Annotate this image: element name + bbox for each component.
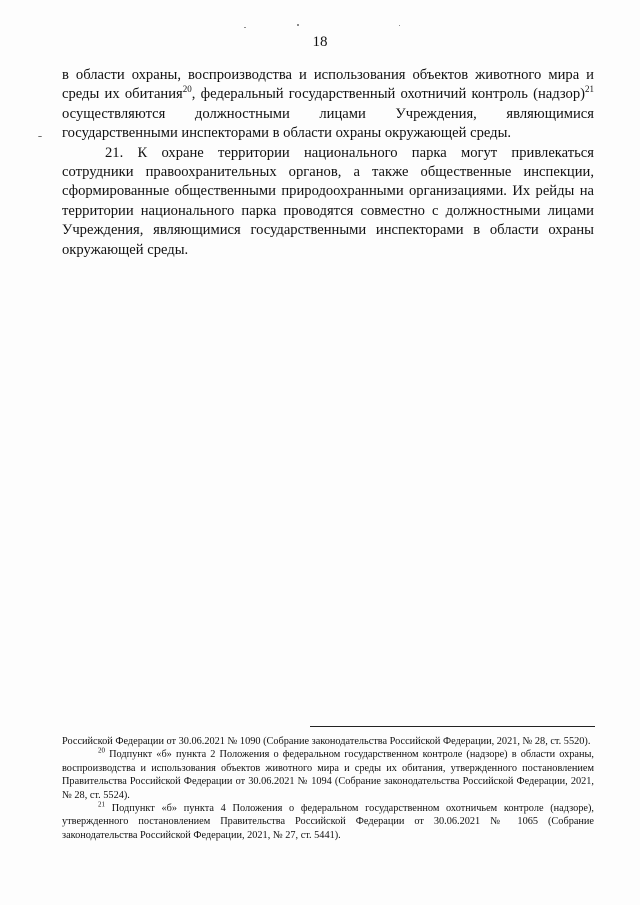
footnotes xyxy=(62,735,594,842)
scan-speck xyxy=(38,136,42,137)
footnote-21 xyxy=(62,802,594,842)
footnote-20 xyxy=(62,748,594,802)
paragraph-continuation xyxy=(62,66,594,144)
footnote-ref-20: 20 xyxy=(182,84,192,95)
paragraph-text: , федеральный государственный охотничий контроль (надзор) xyxy=(191,86,585,103)
paragraph-text: в области охраны, воспроизводства и использования объектов животного мира и среды их обитания xyxy=(62,67,594,103)
main-text xyxy=(62,66,594,260)
footnote-text: Подпункт «б» пункта 2 Положения о федеральном государственном контроле (надзоре) в области охраны, воспроизводства и использования объектов животного мира и среды их обитания, утвержденного постановлением Правительства Российской Федерации от 30.06.2021 № 1094 (Собрание законодательства Российской Федерации, 2021, № 28, ст. 5524). xyxy=(62,749,594,801)
scan-speck xyxy=(399,25,400,26)
page-number: 18 xyxy=(312,34,328,50)
paragraph-21: 21. К охране территории национального парка могут привлекаться сотрудники правоохранительных органов, а также общественные инспекции, сформированные общественными природоохранными организациями. Их рейды на территории национального парка проводятся совместно с должностными лицами Учреждения, являющимися государственными инспекторами в области охраны окружающей среды. xyxy=(62,144,594,258)
footnote-continuation: Российской Федерации от 30.06.2021 № 1090 (Собрание законодательства Российской Федерации, 2021, № 28, ст. 5520). xyxy=(62,736,591,747)
paragraph-text: осуществляются должностными лицами Учреждения, являющимися государственными инспекторами в области охраны окружающей среды. xyxy=(62,105,594,142)
scan-speck xyxy=(297,24,299,26)
footnote-separator xyxy=(310,726,595,727)
scan-speck xyxy=(244,27,246,28)
footnote-ref-21: 21 xyxy=(585,84,594,95)
footnote-marker-20: 20 xyxy=(98,746,105,755)
footnote-marker-21: 21 xyxy=(98,800,105,809)
footnote-text: Подпункт «б» пункта 4 Положения о федеральном государственном охотничьем контроле (надзоре), утвержденного постановлением Правительства Российской Федерации от 30.06.2021 № 1065 (Собрание законодательства Российской Федерации, 2021, № 27, ст. 5441). xyxy=(62,803,594,841)
